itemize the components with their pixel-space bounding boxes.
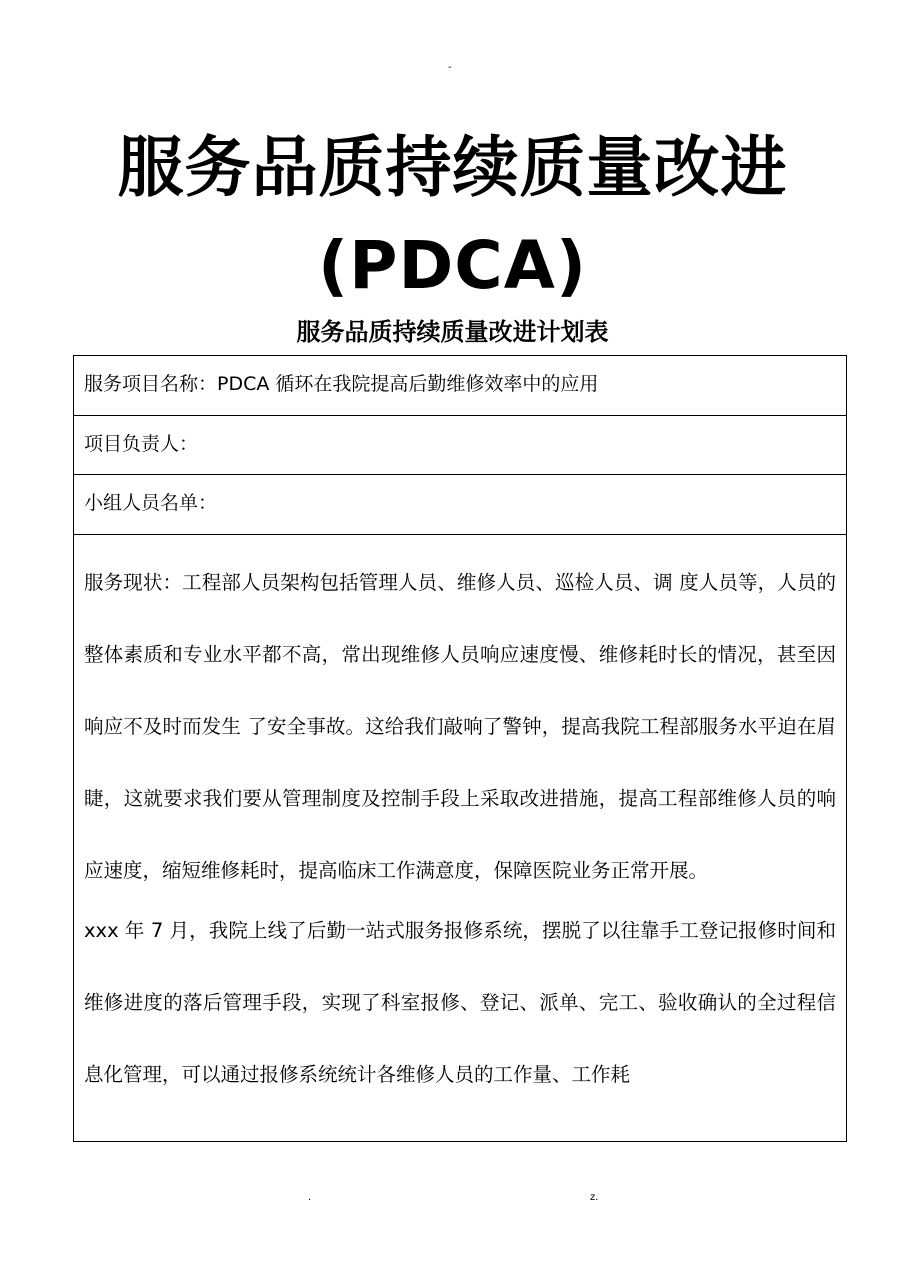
improvement-plan-table [73, 355, 847, 1142]
service-status-paragraph-1: 服务现状：工程部人员架构包括管理人员、维修人员、巡检人员、调 度人员等，人员的整体素质和专业水平都不高，常出现维修人员响应速度慢、维修耗时长的情况，甚至因响应不及时而发生 了安全事故。这给我们敲响了警钟，提高我院工程部服务水平迫在眉睫，这就要求我们要从管理制度及控制手段上采取改进措施，提高工程部维修人员的响应速度，缩短维修耗时，提高临床工作满意度，保障医院业务正常开展。 [84, 570, 836, 882]
team-members-row [74, 475, 846, 535]
project-lead-text: 项目负责人： [84, 432, 199, 455]
project-name-text: 服务项目名称：PDCA 循环在我院提高后勤维修效率中的应用 [84, 373, 599, 395]
footer-left-mark: . [308, 1192, 312, 1203]
service-status-paragraph-2: xxx 年 7 月，我院上线了后勤一站式服务报修系统，摆脱了以往靠手工登记报修时间和维修进度的落后管理手段，实现了科室报修、登记、派单、完工、验收确认的全过程信息化管理，可以通过报修系统统计各维修人员的工作量、工作耗 [84, 918, 836, 1086]
project-lead-row [74, 416, 846, 476]
header-mark: - [448, 62, 452, 73]
document-title-line-1: 服务品质持续质量改进 [117, 129, 788, 206]
table-title: 服务品质持续质量改进计划表 [296, 318, 609, 346]
project-name-row [74, 356, 846, 416]
team-members-text: 小组人员名单： [84, 492, 218, 514]
service-status-row [74, 535, 846, 1111]
footer-right-mark: z. [590, 1192, 599, 1203]
document-title-line-2: (PDCA) [317, 227, 587, 304]
